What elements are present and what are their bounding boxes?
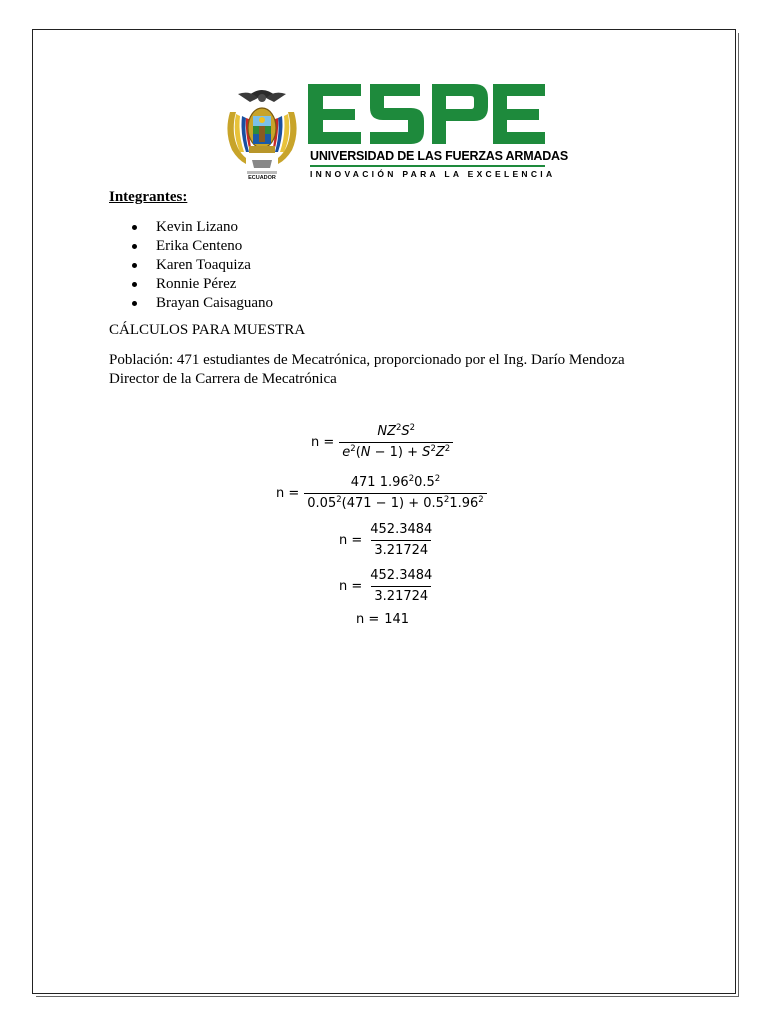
equation-lhs: n = [356, 612, 380, 627]
members-list [129, 218, 273, 313]
equation-step-2 [339, 568, 435, 605]
value-N: 471 [350, 475, 376, 490]
formula-denominator: $e^2(N - 1) + S^2Z^2$ [339, 442, 453, 461]
equation-lhs: n = [339, 579, 363, 594]
list-item: Brayan Caisaguano [129, 294, 273, 313]
members-heading: Integrantes: [109, 189, 188, 205]
value-Z: 1.96 [449, 496, 479, 511]
value-Z: 1.96 [379, 475, 409, 490]
result-value: 141 [384, 612, 410, 627]
list-item: Kevin Lizano [129, 218, 273, 237]
value-one: 1 [390, 496, 399, 511]
value-N: 471 [346, 496, 372, 511]
equation-lhs: n = [276, 486, 300, 501]
espe-wordmark [308, 82, 545, 146]
step2-numerator: 452.3484 [370, 568, 433, 583]
brand-divider [310, 165, 545, 167]
university-name: UNIVERSIDAD DE LAS FUERZAS ARMADAS [310, 149, 569, 163]
section-title: CÁLCULOS PARA MUESTRA [109, 322, 306, 338]
university-tagline: INNOVACIÓN PARA LA EXCELENCIA [310, 169, 556, 179]
list-item: Erika Centeno [129, 237, 273, 256]
equation-substituted [276, 475, 487, 512]
substituted-numerator: 471 $1.96^20.5^2$ [350, 474, 441, 490]
equation-formula [311, 424, 453, 461]
value-S: 0.5 [414, 475, 435, 490]
value-S: 0.5 [423, 496, 444, 511]
substituted-denominator: $0.05^2(471 - 1) + 0.5^21.96^2$ [304, 493, 486, 512]
crest-caption: ECUADOR [248, 175, 276, 181]
ecuador-crest-icon [222, 82, 302, 182]
population-text: Población: 471 estudiantes de Mecatrónica, proporcionado por el Ing. Darío Mendoza Director de la Carrera de Mecatrónica [109, 352, 625, 387]
value-e: 0.05 [307, 496, 337, 511]
equation-step-1 [339, 522, 435, 559]
list-item: Ronnie Pérez [129, 275, 273, 294]
espe-logo [222, 82, 569, 182]
list-item: Karen Toaquiza [129, 256, 273, 275]
step1-numerator: 452.3484 [370, 522, 433, 537]
equation-result [356, 612, 409, 627]
step2-denominator: 3.21724 [371, 586, 431, 605]
step1-denominator: 3.21724 [371, 540, 431, 559]
equation-lhs: n = [311, 435, 335, 450]
equation-lhs: n = [339, 533, 363, 548]
formula-numerator: $NZ^2S^2$ [377, 423, 416, 439]
